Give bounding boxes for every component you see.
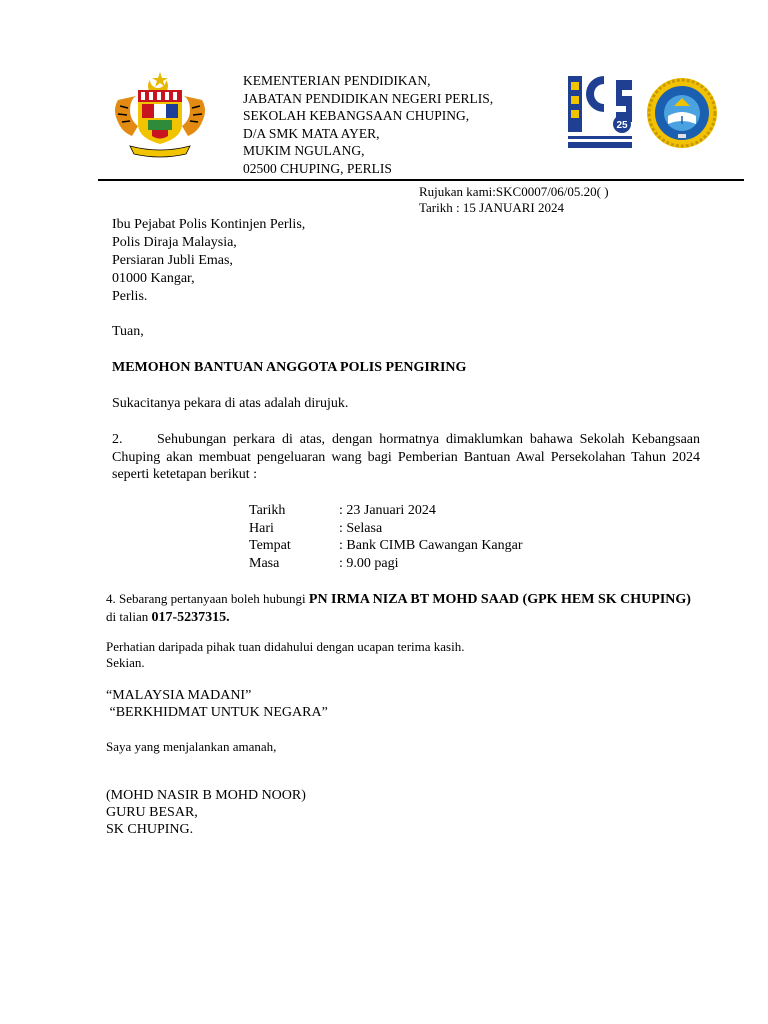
recipient-address bbox=[112, 216, 305, 306]
recipient-line: 01000 Kangar, bbox=[112, 271, 195, 286]
contact-person: PN IRMA NIZA BT MOHD SAAD (GPK HEM SK CHUPING) bbox=[308, 592, 691, 607]
signature-block bbox=[106, 787, 306, 839]
recipient-line: Ibu Pejabat Polis Kontinjen Perlis, bbox=[112, 217, 306, 232]
badge-number: 25 bbox=[616, 120, 628, 131]
detail-label: Hari bbox=[249, 520, 274, 536]
letterhead-line: 02500 CHUPING, PERLIS bbox=[243, 160, 392, 176]
recipient-line: Polis Diraja Malaysia, bbox=[112, 235, 237, 250]
detail-label: Tarikh bbox=[249, 503, 286, 518]
contact-phone: 017-5237315. bbox=[151, 610, 230, 625]
school-emblem-icon bbox=[644, 76, 720, 150]
recipient-line: Perlis. bbox=[112, 289, 148, 304]
detail-value: : 23 Januari 2024 bbox=[339, 503, 436, 518]
detail-label: Tempat bbox=[249, 538, 291, 553]
salutation: Tuan, bbox=[112, 324, 144, 339]
letterhead-line: SEKOLAH KEBANGSAAN CHUPING, bbox=[243, 108, 470, 123]
paragraph-2 bbox=[112, 431, 700, 484]
detail-value: : 9.00 pagi bbox=[339, 555, 399, 571]
letterhead-address bbox=[243, 72, 493, 177]
amanah-line: Saya yang menjalankan amanah, bbox=[106, 739, 277, 754]
paragraph-4-prefix: 4. Sebarang pertanyaan boleh hubungi bbox=[106, 591, 309, 606]
paragraph-4-mid: di talian bbox=[106, 609, 152, 624]
recipient-line: Persiaran Jubli Emas, bbox=[112, 253, 233, 268]
letterhead-divider bbox=[98, 179, 744, 181]
malaysia-coat-of-arms-icon bbox=[108, 70, 212, 162]
letterhead-line: MUKIM NGULANG, bbox=[243, 143, 365, 158]
detail-label: Masa bbox=[249, 555, 280, 571]
paragraph-2-number: 2. bbox=[112, 432, 123, 447]
detail-value: : Selasa bbox=[339, 520, 383, 536]
letterhead-line: KEMENTERIAN PENDIDIKAN, bbox=[243, 73, 431, 88]
letterhead-line: JABATAN PENDIDIKAN NEGERI PERLIS, bbox=[243, 90, 494, 106]
letterhead-line: D/A SMK MATA AYER, bbox=[243, 125, 380, 141]
thanks-line: Perhatian daripada pihak tuan didahului dengan ucapan terima kasih. bbox=[106, 639, 465, 654]
reference-number: Rujukan kami:SKC0007/06/05.20( ) bbox=[419, 184, 609, 199]
sekian-line: Sekian. bbox=[106, 655, 145, 670]
motto-line-2: “BERKHIDMAT UNTUK NEGARA” bbox=[106, 705, 328, 720]
subject-line: MEMOHON BANTUAN ANGGOTA POLIS PENGIRING bbox=[112, 360, 467, 375]
paragraph-4 bbox=[106, 590, 716, 626]
signatory-name: (MOHD NASIR B MOHD NOOR) bbox=[106, 788, 306, 803]
letter-date: Tarikh : 15 JANUARI 2024 bbox=[419, 200, 564, 215]
motto-line-1: “MALAYSIA MADANI” bbox=[106, 688, 252, 703]
programme-badge-icon bbox=[566, 72, 634, 150]
paragraph-1: Sukacitanya pekara di atas adalah dirujuk. bbox=[112, 396, 349, 411]
paragraph-2-text: Sehubungan perkara di atas, dengan hormatnya dimaklumkan bahawa Sekolah Kebangsaan Chuping akan membuat pengeluaran wang bagi Pemberian Bantuan Awal Persekolahan Tahun 2024 seperti ketetapan berikut : bbox=[112, 432, 700, 482]
signatory-school: SK CHUPING. bbox=[106, 822, 194, 837]
detail-value: : Bank CIMB Cawangan Kangar bbox=[339, 538, 523, 553]
signatory-title: GURU BESAR, bbox=[106, 805, 198, 820]
